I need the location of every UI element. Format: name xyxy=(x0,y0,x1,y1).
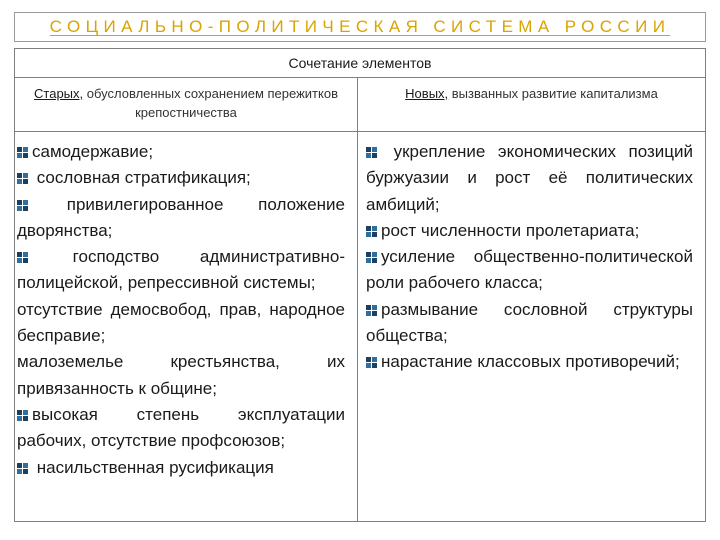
column-headers xyxy=(15,78,705,132)
table-body xyxy=(15,132,705,522)
checkered-square-bullet-icon xyxy=(17,252,28,263)
list-item-text: малоземелье крестьянства, их привязанность к общине; xyxy=(17,352,345,398)
list-item xyxy=(17,349,345,402)
list-item xyxy=(366,349,693,375)
column-header-new-keyword: Новых, xyxy=(405,86,449,101)
page-title: СОЦИАЛЬНО-ПОЛИТИЧЕСКАЯ СИСТЕМА РОССИИ xyxy=(49,17,671,36)
list-item-text: насильственная русификация xyxy=(32,457,274,477)
list-item-text: отсутствие демосвобод, прав, народное бесправие; xyxy=(17,299,345,346)
column-header-new-description: вызванных развитие капитализма xyxy=(448,86,658,101)
list-item xyxy=(17,455,345,481)
list-item xyxy=(17,165,345,191)
list-item xyxy=(366,218,693,244)
list-item-text: высокая степень эксплуатации рабочих, отсутствие профсоюзов; xyxy=(17,404,345,451)
checkered-square-bullet-icon xyxy=(366,305,377,316)
checkered-square-bullet-icon xyxy=(366,252,377,263)
checkered-square-bullet-icon xyxy=(17,200,28,211)
list-item-text: размывание сословной структуры общества; xyxy=(366,299,693,346)
column-old-elements xyxy=(15,132,358,522)
list-item xyxy=(17,402,345,455)
column-header-old-description: обусловленных сохранением пережитков крепостничества xyxy=(83,86,338,120)
list-item-text: самодержавие; xyxy=(32,142,154,161)
checkered-square-bullet-icon xyxy=(366,357,377,368)
list-item-text: господство административно-полицейской, репрессивной системы; xyxy=(17,247,345,293)
table-subheading: Сочетание элементов xyxy=(15,49,705,78)
list-item-text: рост численности пролетариата; xyxy=(381,220,640,240)
list-item xyxy=(366,139,693,218)
list-item xyxy=(17,297,345,350)
list-item xyxy=(17,244,345,297)
list-item-text: нарастание классовых противоречий; xyxy=(381,352,680,372)
list-item-text: укрепление экономических позиций буржуазии и рост её политических амбиций; xyxy=(366,142,693,214)
list-item xyxy=(17,192,345,245)
column-header-new xyxy=(358,78,705,131)
list-item xyxy=(17,139,345,165)
column-new-elements xyxy=(358,132,705,522)
list-item-text: привилегированное положение дворянства; xyxy=(17,194,345,240)
elements-table xyxy=(14,48,706,522)
checkered-square-bullet-icon xyxy=(17,463,28,474)
list-item-text: сословная стратификация; xyxy=(32,168,251,188)
checkered-square-bullet-icon xyxy=(17,410,28,421)
list-item xyxy=(366,297,693,350)
title-box xyxy=(14,12,706,42)
column-header-old xyxy=(15,78,358,131)
list-item-text: усиление общественно-политической роли рабочего класса; xyxy=(366,247,693,293)
checkered-square-bullet-icon xyxy=(17,147,28,158)
checkered-square-bullet-icon xyxy=(17,173,28,184)
list-item xyxy=(366,244,693,297)
checkered-square-bullet-icon xyxy=(366,226,377,237)
checkered-square-bullet-icon xyxy=(366,147,377,158)
column-header-old-keyword: Старых, xyxy=(34,86,84,101)
